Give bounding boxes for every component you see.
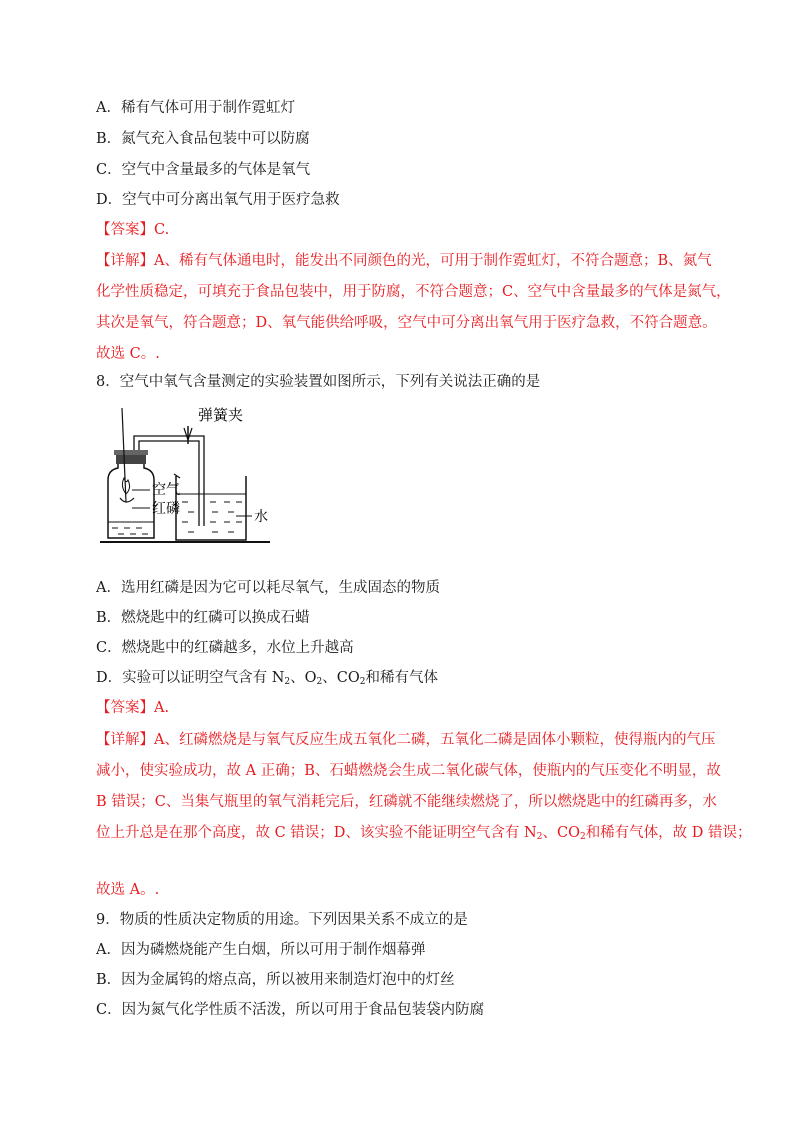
q8-detail-line-1: 【详解】A、红磷燃烧是与氧气反应生成五氧化二磷，五氧化二磷是固体小颗粒，使得瓶内的气压 [96, 732, 716, 748]
subscript: 2 [284, 677, 291, 687]
q9-option-b: B．因为金属钨的熔点高，所以被用来制造灯泡中的灯丝 [96, 972, 455, 988]
q9-option-a: A．因为磷燃烧能产生白烟，所以可用于制作烟幕弹 [96, 942, 426, 958]
q8-detail-line-2: 减小，使实验成功，故 A 正确；B、石蜡燃烧会生成二氧化碳气体，使瓶内的气压变化不明显，故 [96, 763, 721, 779]
q7-detail-line-1: 【详解】A、稀有气体通电时，能发出不同颜色的光，可用于制作霓虹灯，不符合题意；B、氮气 [96, 253, 712, 269]
label-spring-clip: 弹簧夹 [198, 406, 244, 424]
q7-answer: 【答案】C. [96, 222, 170, 238]
experiment-diagram [96, 398, 276, 548]
subscript: 2 [359, 677, 366, 687]
q9-option-c: C．因为氮气化学性质不活泼，所以可用于食品包装袋内防腐 [96, 1002, 485, 1018]
label-water: 水 [254, 509, 268, 525]
q8-option-d-text-3: 、CO [322, 670, 360, 686]
q7-option-a: A．稀有气体可用于制作霓虹灯 [96, 100, 295, 116]
q9-stem: 9．物质的性质决定物质的用途。下列因果关系不成立的是 [96, 912, 468, 928]
label-air: 空气 [152, 482, 180, 498]
label-red-phosphorus: 红磷 [152, 501, 180, 517]
q8-option-d-text-1: D．实验可以证明空气含有 N [96, 670, 285, 686]
q8-option-c: C．燃烧匙中的红磷越多，水位上升越高 [96, 640, 354, 656]
q8-detail-line-3: B 错误；C、当集气瓶里的氧气消耗完后，红磷就不能继续燃烧了，所以燃烧匙中的红磷再多，水 [96, 794, 717, 810]
q7-detail-line-2: 化学性质稳定，可填充于食品包装中，用于防腐，不符合题意；C、空气中含量最多的气体是氮气， [96, 284, 731, 300]
q8-detail-line-4-text-2: 、CO [542, 825, 580, 841]
q7-option-d: D．空气中可分离出氧气用于医疗急救 [96, 192, 340, 208]
q8-option-a: A．选用红磷是因为它可以耗尽氧气，生成固态的物质 [96, 580, 440, 596]
q7-option-c: C．空气中含量最多的气体是氧气 [96, 162, 311, 178]
q7-detail-line-4: 故选 C。. [96, 346, 160, 362]
q8-detail-line-5: 故选 A。. [96, 882, 160, 898]
q8-option-d-text-2: 、O [290, 670, 317, 686]
subscript: 2 [579, 832, 586, 842]
q8-detail-line-4-text-1: 位上升总是在那个高度，故 C 错误；D、该实验不能证明空气含有 N [96, 825, 537, 841]
subscript: 2 [316, 677, 323, 687]
q7-option-b: B．氮气充入食品包装中可以防腐 [96, 131, 310, 147]
q8-option-b: B．燃烧匙中的红磷可以换成石蜡 [96, 610, 310, 626]
q8-answer: 【答案】A. [96, 700, 170, 716]
q8-stem: 8．空气中氧气含量测定的实验装置如图所示，下列有关说法正确的是 [96, 374, 541, 390]
subscript: 2 [536, 832, 543, 842]
q8-detail-line-4-text-3: 和稀有气体，故 D 错误； [585, 825, 752, 841]
q7-detail-line-3: 其次是氧气，符合题意；D、氧气能供给呼吸，空气中可分离出氧气用于医疗急救，不符合题意。 [96, 315, 717, 331]
q8-detail-line-4 [96, 823, 752, 847]
q8-option-d [96, 668, 438, 692]
q8-option-d-text-4: 和稀有气体 [365, 670, 438, 686]
